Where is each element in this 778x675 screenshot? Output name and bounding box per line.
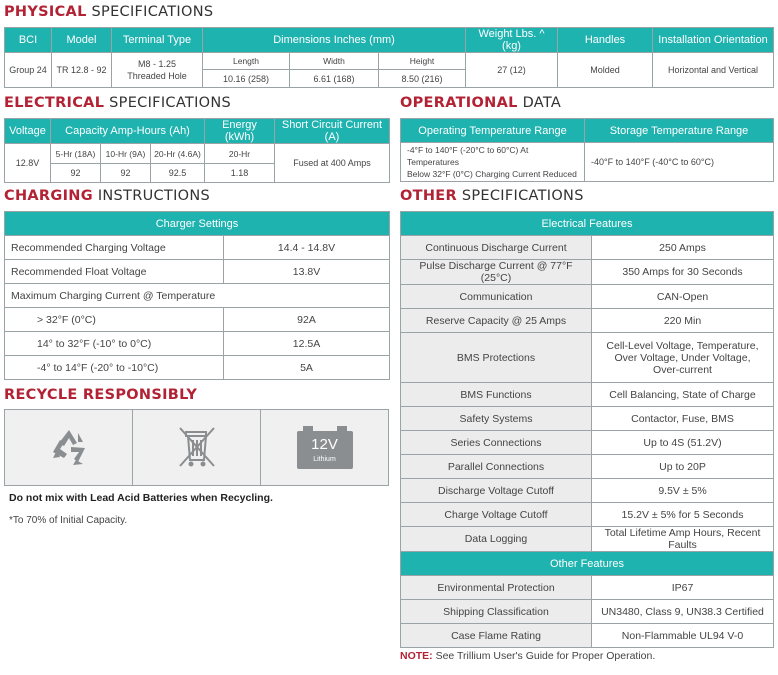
battery-cell bbox=[261, 410, 388, 485]
header-handles: Handles bbox=[558, 28, 653, 53]
table-row bbox=[401, 600, 774, 624]
feature-label: BMS Protections bbox=[401, 333, 592, 383]
recycle-icon bbox=[47, 426, 91, 470]
battery-voltage-label: 12V bbox=[311, 435, 338, 453]
cell-width: 6.61 (168) bbox=[290, 70, 379, 88]
title-highlight: ELECTRICAL bbox=[4, 95, 105, 111]
charging-instructions-title bbox=[4, 187, 210, 205]
cell-operating-temp bbox=[401, 143, 585, 182]
battery-chem-label: Lithium bbox=[313, 455, 336, 463]
feature-value: 350 Amps for 30 Seconds bbox=[592, 260, 774, 285]
physical-specs-title bbox=[4, 3, 213, 21]
charging-value: 92A bbox=[224, 308, 390, 332]
table-row bbox=[401, 431, 774, 455]
electrical-specs-table bbox=[4, 118, 390, 183]
title-rest: SPECIFICATIONS bbox=[109, 95, 232, 111]
charging-value: 5A bbox=[224, 356, 390, 380]
cell-capacity-20hr: 92.5 bbox=[151, 164, 205, 183]
feature-value: Up to 4S (51.2V) bbox=[592, 431, 774, 455]
cell-capacity-5hr: 92 bbox=[51, 164, 101, 183]
bms-line-2: Over Voltage, Under Voltage, bbox=[614, 351, 751, 364]
cell-model: TR 12.8 - 92 bbox=[52, 53, 112, 88]
sub-energy-20hr: 20-Hr bbox=[205, 144, 275, 164]
feature-value: Total Lifetime Amp Hours, Recent Faults bbox=[592, 527, 774, 552]
cell-orientation: Horizontal and Vertical bbox=[653, 53, 774, 88]
header-storage-temp: Storage Temperature Range bbox=[585, 119, 774, 143]
sub-20hr: 20-Hr (4.6A) bbox=[151, 144, 205, 164]
title-highlight: CHARGING bbox=[4, 188, 93, 204]
charging-value: 12.5A bbox=[224, 332, 390, 356]
battery-terminal-right bbox=[337, 426, 347, 431]
title-rest: SPECIFICATIONS bbox=[461, 188, 584, 204]
cell-handles: Molded bbox=[558, 53, 653, 88]
feature-label: Case Flame Rating bbox=[401, 624, 592, 648]
crossed-bin-icon bbox=[176, 424, 218, 472]
table-row bbox=[401, 260, 774, 285]
charging-value: 13.8V bbox=[224, 260, 390, 284]
physical-specs-table bbox=[4, 27, 774, 88]
header-charger-settings: Charger Settings bbox=[5, 212, 390, 236]
cell-capacity-10hr: 92 bbox=[101, 164, 151, 183]
header-electrical-features: Electrical Features bbox=[401, 212, 774, 236]
header-capacity: Capacity Amp-Hours (Ah) bbox=[51, 119, 205, 144]
feature-label: Data Logging bbox=[401, 527, 592, 552]
table-row bbox=[5, 284, 390, 308]
table-row bbox=[401, 383, 774, 407]
no-trash-cell bbox=[133, 410, 261, 485]
recycle-title bbox=[4, 386, 197, 404]
title-rest: DATA bbox=[522, 95, 562, 111]
header-dimensions: Dimensions Inches (mm) bbox=[203, 28, 466, 53]
table-row bbox=[401, 576, 774, 600]
operating-line-1: -4°F to 140°F (-20°C to 60°C) At Temperatures bbox=[407, 145, 529, 167]
header-energy: Energy (kWh) bbox=[205, 119, 275, 144]
title-highlight: OTHER bbox=[400, 188, 457, 204]
operational-data-table bbox=[400, 118, 774, 182]
electrical-specs-title bbox=[4, 94, 231, 112]
feature-value: 250 Amps bbox=[592, 236, 774, 260]
cell-voltage: 12.8V bbox=[5, 144, 51, 183]
header-model: Model bbox=[52, 28, 112, 53]
terminal-line-1: M8 - 1.25 bbox=[137, 59, 177, 69]
title-rest: SPECIFICATIONS bbox=[91, 4, 214, 20]
feature-value: 15.2V ± 5% for 5 Seconds bbox=[592, 503, 774, 527]
table-row bbox=[401, 479, 774, 503]
table-row bbox=[5, 236, 390, 260]
cell-height: 8.50 (216) bbox=[379, 70, 466, 88]
operation-note bbox=[400, 650, 655, 662]
cell-bci: Group 24 bbox=[5, 53, 52, 88]
cell-weight: 27 (12) bbox=[466, 53, 558, 88]
cell-length: 10.16 (258) bbox=[203, 70, 290, 88]
header-weight: Weight Lbs. ^ (kg) bbox=[466, 28, 558, 53]
feature-value: Cell Balancing, State of Charge bbox=[592, 383, 774, 407]
feature-value: Contactor, Fuse, BMS bbox=[592, 407, 774, 431]
table-row bbox=[5, 260, 390, 284]
capacity-footnote: *To 70% of Initial Capacity. bbox=[9, 515, 128, 526]
feature-label: Communication bbox=[401, 285, 592, 309]
table-row bbox=[5, 308, 390, 332]
table-row bbox=[401, 455, 774, 479]
charging-label: Maximum Charging Current @ Temperature bbox=[5, 284, 390, 308]
table-row bbox=[401, 236, 774, 260]
cell-short-circuit: Fused at 400 Amps bbox=[275, 144, 390, 183]
table-row bbox=[5, 356, 390, 380]
feature-label: Environmental Protection bbox=[401, 576, 592, 600]
table-row bbox=[401, 285, 774, 309]
feature-value: CAN-Open bbox=[592, 285, 774, 309]
table-row bbox=[401, 527, 774, 552]
note-text: See Trillium User's Guide for Proper Operation. bbox=[435, 650, 656, 662]
terminal-line-2: Threaded Hole bbox=[127, 71, 187, 81]
header-installation-orientation: Installation Orientation bbox=[653, 28, 774, 53]
other-specs-table bbox=[400, 211, 774, 648]
operational-data-title bbox=[400, 94, 561, 112]
feature-label: Continuous Discharge Current bbox=[401, 236, 592, 260]
other-specs-title bbox=[400, 187, 584, 205]
note-label: NOTE: bbox=[400, 650, 433, 662]
battery-icon bbox=[297, 426, 353, 470]
battery-body bbox=[297, 431, 353, 469]
title-rest: INSTRUCTIONS bbox=[97, 188, 211, 204]
recycle-icons-box bbox=[4, 409, 389, 486]
feature-value: UN3480, Class 9, UN38.3 Certified bbox=[592, 600, 774, 624]
charging-label: Recommended Charging Voltage bbox=[5, 236, 224, 260]
feature-label: Pulse Discharge Current @ 77°F (25°C) bbox=[401, 260, 592, 285]
header-terminal-type: Terminal Type bbox=[112, 28, 203, 53]
charging-label: Recommended Float Voltage bbox=[5, 260, 224, 284]
table-row bbox=[401, 407, 774, 431]
charging-label: 14° to 32°F (-10° to 0°C) bbox=[5, 332, 224, 356]
feature-value: Up to 20P bbox=[592, 455, 774, 479]
feature-label: BMS Functions bbox=[401, 383, 592, 407]
table-row bbox=[401, 309, 774, 333]
feature-label: Series Connections bbox=[401, 431, 592, 455]
table-row bbox=[401, 503, 774, 527]
feature-label: Charge Voltage Cutoff bbox=[401, 503, 592, 527]
sub-10hr: 10-Hr (9A) bbox=[101, 144, 151, 164]
cell-storage-temp: -40°F to 140°F (-40°C to 60°C) bbox=[585, 143, 774, 182]
feature-value: Non-Flammable UL94 V-0 bbox=[592, 624, 774, 648]
cell-terminal-type bbox=[112, 53, 203, 88]
table-row bbox=[401, 333, 774, 383]
feature-value: 220 Min bbox=[592, 309, 774, 333]
sub-length: Length bbox=[203, 53, 290, 70]
feature-value: 9.5V ± 5% bbox=[592, 479, 774, 503]
table-row bbox=[5, 332, 390, 356]
battery-terminal-left bbox=[303, 426, 313, 431]
cell-energy: 1.18 bbox=[205, 164, 275, 183]
sub-width: Width bbox=[290, 53, 379, 70]
header-voltage: Voltage bbox=[5, 119, 51, 144]
title-highlight: PHYSICAL bbox=[4, 4, 87, 20]
bms-line-3: Over-current bbox=[653, 363, 712, 376]
header-operating-temp: Operating Temperature Range bbox=[401, 119, 585, 143]
title-highlight: OPERATIONAL bbox=[400, 95, 518, 111]
feature-label: Parallel Connections bbox=[401, 455, 592, 479]
feature-value: IP67 bbox=[592, 576, 774, 600]
recycle-cell bbox=[5, 410, 133, 485]
charging-value: 14.4 - 14.8V bbox=[224, 236, 390, 260]
charging-label: > 32°F (0°C) bbox=[5, 308, 224, 332]
title-highlight: RECYCLE RESPONSIBLY bbox=[4, 387, 198, 403]
sub-5hr: 5-Hr (18A) bbox=[51, 144, 101, 164]
header-short-circuit: Short Circuit Current (A) bbox=[275, 119, 390, 144]
feature-label: Discharge Voltage Cutoff bbox=[401, 479, 592, 503]
charging-label: -4° to 14°F (-20° to -10°C) bbox=[5, 356, 224, 380]
feature-label: Shipping Classification bbox=[401, 600, 592, 624]
sub-height: Height bbox=[379, 53, 466, 70]
header-other-features: Other Features bbox=[401, 552, 774, 576]
table-row bbox=[401, 624, 774, 648]
feature-label: Reserve Capacity @ 25 Amps bbox=[401, 309, 592, 333]
charging-settings-table bbox=[4, 211, 390, 380]
feature-label: Safety Systems bbox=[401, 407, 592, 431]
header-bci: BCI bbox=[5, 28, 52, 53]
recycle-warning: Do not mix with Lead Acid Batteries when Recycling. bbox=[9, 492, 273, 504]
feature-value bbox=[592, 333, 774, 383]
bms-line-1: Cell-Level Voltage, Temperature, bbox=[606, 339, 759, 352]
operating-line-2: Below 32°F (0°C) Charging Current Reduced bbox=[407, 169, 577, 179]
